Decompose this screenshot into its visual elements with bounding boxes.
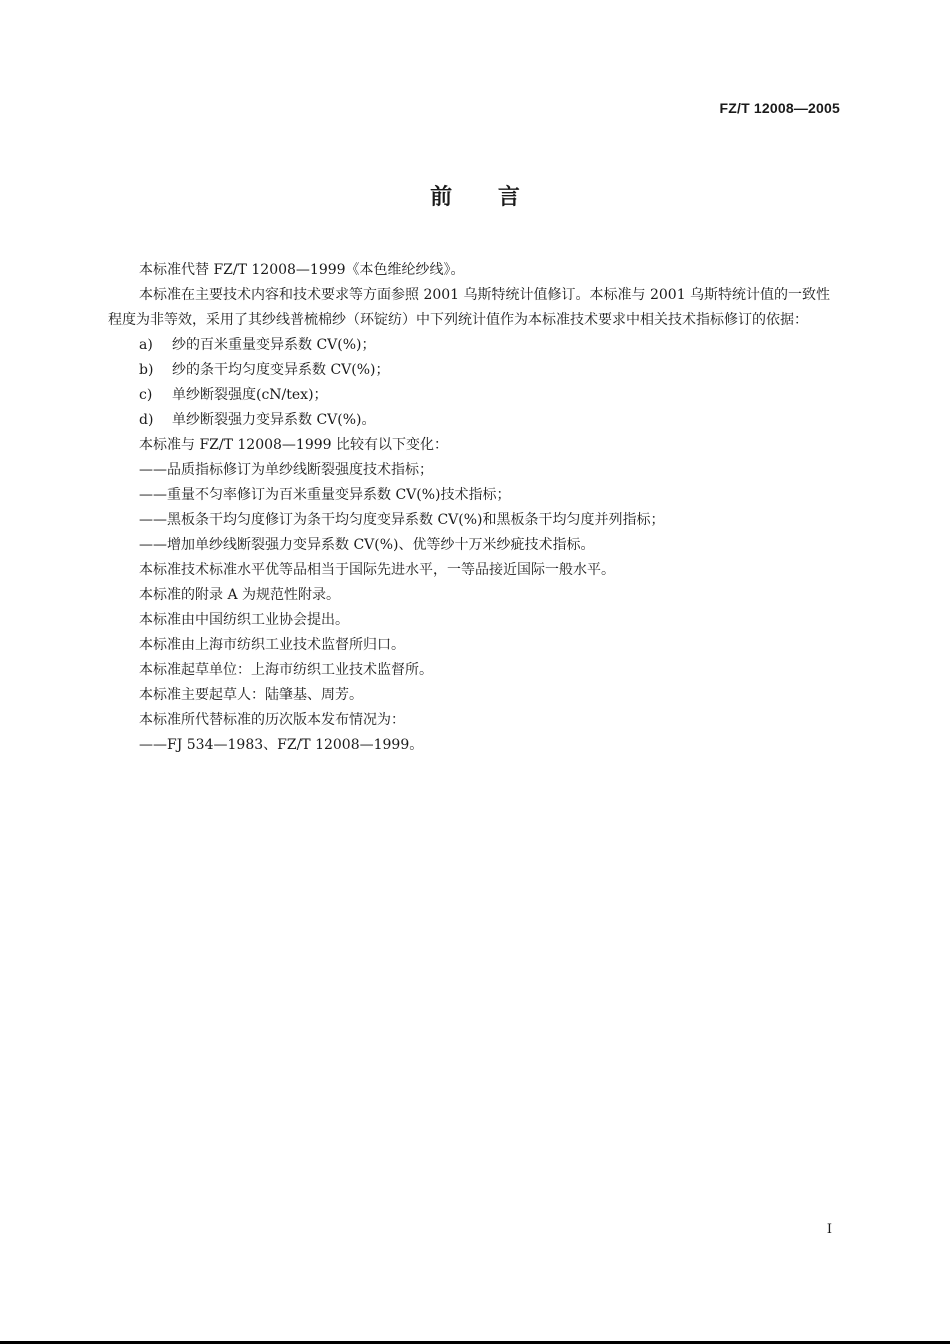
foreword-body [108, 258, 842, 758]
list-item-label: b) [139, 362, 154, 378]
page-number: I [826, 1222, 832, 1237]
list-item [108, 383, 842, 408]
paragraph-centralized: 本标准由上海市纺织工业技术监督所归口。 [139, 637, 405, 653]
paragraph-replaces: 本标准代替 FZ/T 12008—1999《本色维纶纱线》。 [139, 262, 465, 278]
paragraph-drafting-unit: 本标准起草单位：上海市纺织工业技术监督所。 [139, 662, 433, 678]
list-item-label: d) [139, 412, 154, 428]
change-item: ——黑板条干均匀度修订为条干均匀度变异系数 CV(%)和黑板条干均匀度并列指标； [139, 512, 665, 528]
paragraph-proposer: 本标准由中国纺织工业协会提出。 [139, 612, 349, 628]
list-item-text: 纱的条干均匀度变异系数 CV(%)； [172, 362, 390, 378]
changes-intro: 本标准与 FZ/T 12008—1999 比较有以下变化： [139, 437, 449, 453]
list-item-label: c) [139, 387, 153, 403]
paragraph-level: 本标准技术标准水平优等品相当于国际先进水平，一等品接近国际一般水平。 [139, 562, 615, 578]
list-item-text: 单纱断裂强度(cN/tex)； [172, 387, 328, 403]
page-title: 前 言 [430, 185, 520, 210]
list-item [108, 408, 842, 433]
paragraph-history: ——FJ 534—1983、FZ/T 12008—1999。 [139, 737, 424, 753]
change-item: ——品质指标修订为单纱线断裂强度技术指标； [139, 462, 433, 478]
change-item: ——增加单纱线断裂强力变异系数 CV(%)、优等纱十万米纱疵技术指标。 [139, 537, 595, 553]
paragraph-history-intro: 本标准所代替标准的历次版本发布情况为： [139, 712, 405, 728]
list-item-label: a) [139, 337, 153, 353]
list-item-text: 纱的百米重量变异系数 CV(%)； [172, 337, 376, 353]
paragraph-drafters: 本标准主要起草人：陆肇基、周芳。 [139, 687, 363, 703]
list-item-text: 单纱断裂强力变异系数 CV(%)。 [172, 412, 376, 428]
paragraph-basis: 本标准在主要技术内容和技术要求等方面参照 2001 乌斯特统计值修订。本标准与 2001 乌斯特统计值的一致性程度为非等效，采用了其纱线普梳棉纱（环锭纺）中下列统计值作为本标准技术要求中相关技术指标修订的依据： [108, 287, 831, 328]
list-item [108, 333, 842, 358]
standard-code: FZ/T 12008—2005 [719, 100, 840, 116]
change-item: ——重量不匀率修订为百米重量变异系数 CV(%)技术指标； [139, 487, 511, 503]
list-item [108, 358, 842, 383]
paragraph-appendix: 本标准的附录 A 为规范性附录。 [139, 587, 341, 603]
